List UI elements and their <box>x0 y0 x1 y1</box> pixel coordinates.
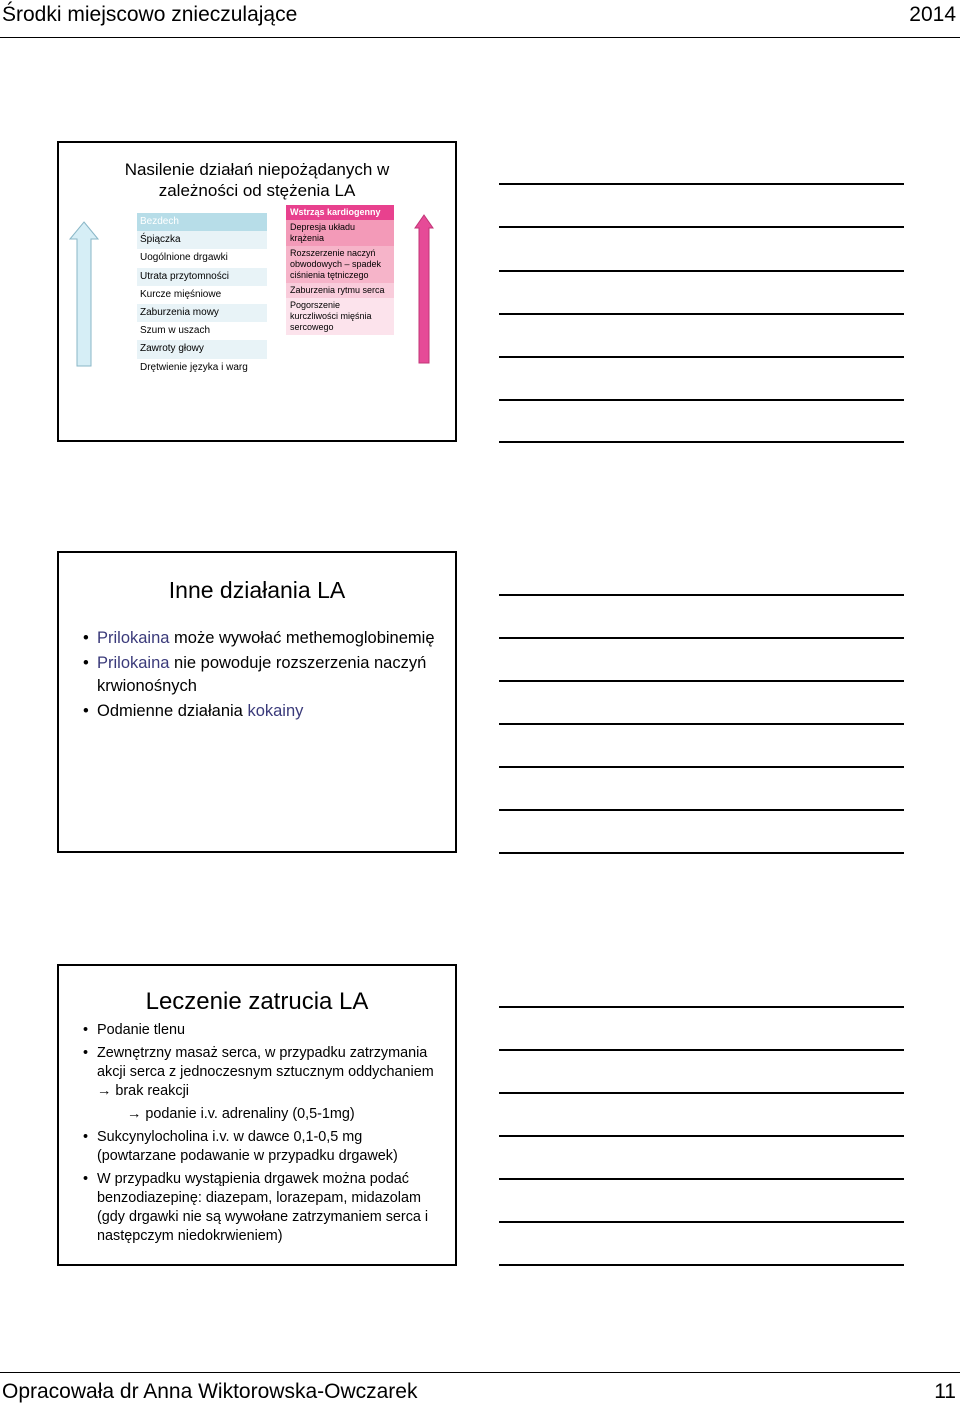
list-item: Utrata przytomności <box>137 268 267 286</box>
notes-line <box>499 1049 904 1051</box>
slide3-bullets <box>83 1021 443 1250</box>
list-item: • Zewnętrzny masaż serca, w przypadku zatrzymania akcji serca z jednoczesnym sztucznym oddychaniem → brak reakcji <box>83 1044 443 1101</box>
slide1-title: Nasilenie działań niepożądanych w zależności od stężenia LA <box>124 160 390 200</box>
cardio-effects-list <box>286 205 394 335</box>
slide3-title: Leczenie zatrucia LA <box>145 988 369 1015</box>
list-item: Bezdech <box>137 213 267 231</box>
list-item: → podanie i.v. adrenaliny (0,5-1mg) <box>127 1106 355 1122</box>
list-item: • Odmienne działania kokainy <box>83 700 443 723</box>
notes-line <box>499 1221 904 1223</box>
list-item: Śpiączka <box>137 231 267 249</box>
notes-line <box>499 594 904 596</box>
notes-line <box>499 1092 904 1094</box>
notes-line <box>499 356 904 358</box>
notes-line <box>499 637 904 639</box>
list-item: Depresja układu krążenia <box>286 220 394 246</box>
slide-treatment <box>57 964 457 1266</box>
notes-line <box>499 723 904 725</box>
slide2-title: Inne działania LA <box>168 577 346 603</box>
list-item: Zaburzenia rytmu serca <box>286 283 394 298</box>
list-item: Wstrząs kardiogenny <box>286 205 394 220</box>
notes-line <box>499 809 904 811</box>
header-title: Środki miejscowo znieczulające <box>2 3 298 26</box>
slide-other-effects <box>57 551 457 853</box>
list-item: • Sukcynylocholina i.v. w dawce 0,1-0,5 mg (powtarzane podawanie w przypadku drgawek) <box>83 1128 443 1166</box>
list-item: • W przypadku wystąpienia drgawek można podać benzodiazepinę: diazepam, lorazepam, midazolam (gdy drgawki nie są wywołane zatrzymaniem serca i następczym niedokrwieniem) <box>83 1170 443 1246</box>
header-year: 2014 <box>909 3 956 26</box>
notes-line <box>499 680 904 682</box>
list-item: • Podanie tlenu <box>83 1021 443 1040</box>
notes-line <box>499 183 904 185</box>
list-item: Zawroty głowy <box>137 340 267 358</box>
footer-divider <box>0 1372 960 1373</box>
notes-line <box>499 313 904 315</box>
list-item: • Prilokaina może wywołać methemoglobinemię <box>83 627 443 650</box>
notes-line <box>499 226 904 228</box>
header-divider <box>0 37 960 38</box>
notes-line <box>499 766 904 768</box>
notes-line <box>499 1264 904 1266</box>
list-item: Rozszerzenie naczyń obwodowych – spadek ciśnienia tętniczego <box>286 246 394 283</box>
slide2-bullets <box>83 627 443 725</box>
notes-line <box>499 399 904 401</box>
list-item: Kurcze mięśniowe <box>137 286 267 304</box>
list-item: Zaburzenia mowy <box>137 304 267 322</box>
page-number: 11 <box>934 1380 956 1403</box>
list-item: Pogorszenie kurczliwości mięśnia sercowego <box>286 298 394 335</box>
notes-line <box>499 1006 904 1008</box>
notes-line <box>499 1135 904 1137</box>
up-arrow-icon <box>69 221 99 367</box>
notes-line <box>499 270 904 272</box>
notes-line <box>499 1178 904 1180</box>
slide-adverse-effects <box>57 141 457 442</box>
notes-line <box>499 441 904 443</box>
cns-effects-list <box>137 213 267 377</box>
list-item: Szum w uszach <box>137 322 267 340</box>
list-item: Drętwienie języka i warg <box>137 359 267 377</box>
list-item: Uogólnione drgawki <box>137 249 267 267</box>
up-arrow-icon <box>414 214 434 364</box>
list-item: • Prilokaina nie powoduje rozszerzenia naczyń krwionośnych <box>83 652 443 698</box>
notes-line <box>499 852 904 854</box>
footer-author: Opracowała dr Anna Wiktorowska-Owczarek <box>2 1380 418 1403</box>
